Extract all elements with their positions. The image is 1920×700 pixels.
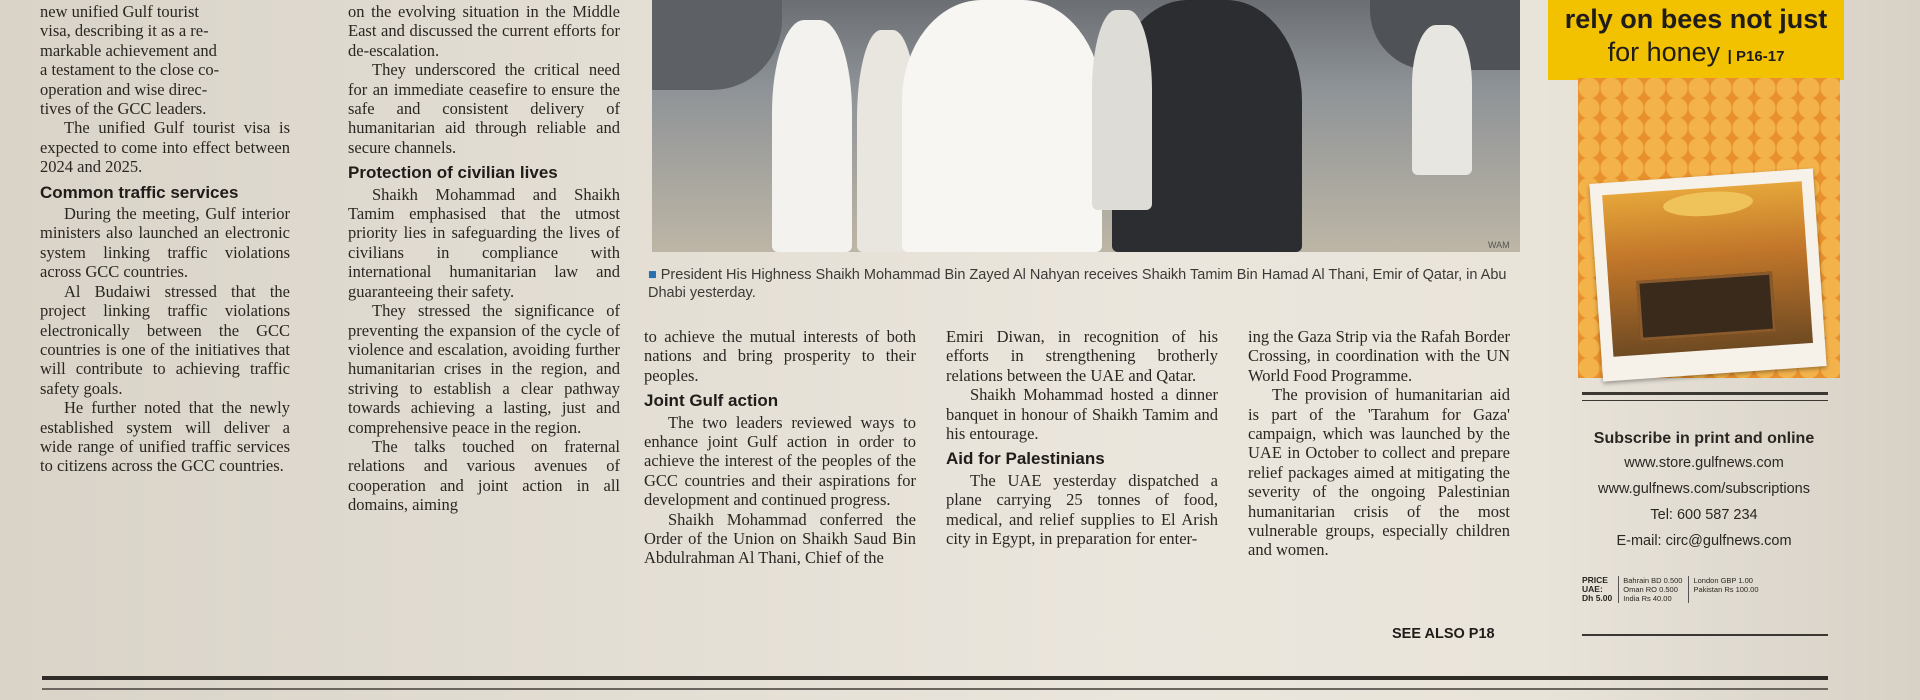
column-1-paragraph: He further noted that the newly established system will deliver a wide range of unified traffic services to citizens across the GCC countries. (40, 398, 290, 476)
column-5-paragraph: The provision of humanitarian aid is part of the 'Tarahum for Gaza' campaign, which was launched by the UAE in October to collect and prepare relief packages aimed at mitigating the severity of the ongoing Palestinian humanitarian crisis of the most vulnerable groups, especially children and women. (1248, 385, 1510, 560)
honey-frame-shape (1636, 272, 1776, 341)
price-entry: India Rs 40.00 (1623, 594, 1672, 603)
price-entry: Bahrain BD 0.500 (1623, 576, 1683, 585)
column-5-paragraph: ing the Gaza Strip via the Rafah Border Crossing, in coordination with the UN World Food Programme. (1248, 327, 1510, 385)
divider-line (1582, 392, 1828, 395)
column-1-intro-line-5: operation and wise direc- (40, 79, 208, 99)
price-uae-label: UAE: (1582, 584, 1603, 594)
price-uae-value: Dh 5.00 (1582, 593, 1613, 603)
column-1-intro-line-3: markable achievement and (40, 40, 217, 60)
person-figure (1092, 10, 1152, 210)
price-intl (1688, 576, 1758, 603)
aircraft-engine-shape (652, 0, 782, 90)
column-3-paragraph: The two leaders reviewed ways to enhance joint Gulf action in order to achieve the interest of the peoples of the GCC countries and their aspirations for development and continued progress. (644, 412, 916, 510)
column-2-paragraph: They stressed the significance of preventing the expansion of the cycle of violence and escalation, avoiding further humanitarian crises in the region, and striving to establish a clear pathway towards achieving a lasting, just and comprehensive peace in the region. (348, 301, 620, 437)
price-entry: Pakistan Rs 100.00 (1693, 585, 1759, 594)
column-4-paragraph: Shaikh Mohammad hosted a dinner banquet in honour of Shaikh Tamim and his entourage. (946, 385, 1218, 444)
column-1-paragraph: Al Budaiwi stressed that the project linking traffic violations electronically between the GCC countries is one of the initiatives that will contribute to achieving traffic safety goals. (40, 281, 290, 398)
person-figure (772, 20, 852, 252)
column-2-paragraph: on the evolving situation in the Middle East and discussed the current efforts for de-escalation. (348, 2, 620, 60)
column-1-paragraph: The unified Gulf tourist visa is expected to come into effect between 2024 and 2025. (40, 118, 290, 177)
photo-caption (648, 266, 1508, 302)
column-3-paragraph: to achieve the mutual interests of both nations and bring prosperity to their peoples. (644, 327, 916, 385)
promo-headline-text: for honey (1607, 37, 1721, 67)
subheading-protection-civilians: Protection of civilian lives (348, 163, 558, 183)
person-figure (1412, 25, 1472, 175)
price-entry: London GBP 1.00 (1693, 576, 1753, 585)
column-1-intro-line-1: new unified Gulf tourist (40, 2, 200, 21)
divider-line (1582, 634, 1828, 636)
photo-credit: WAM (1488, 240, 1510, 250)
article-column-3 (644, 327, 916, 568)
subscribe-store-link: www.store.gulfnews.com (1624, 455, 1784, 471)
news-photo (652, 0, 1520, 252)
column-2-paragraph: Shaikh Mohammad and Shaikh Tamim emphasised that the utmost priority lies in safeguarding the lives of civilians in compliance with international humanitarian law and guaranteeing their safety. (348, 184, 620, 301)
column-1-intro-line-6: tives of the GCC leaders. (40, 99, 207, 119)
page-bottom-rule-thin (42, 688, 1828, 690)
column-1-intro-line-2: visa, describing it as a re- (40, 21, 209, 41)
column-3-paragraph: Shaikh Mohammad conferred the Order of the Union on Shaikh Saud Bin Abdulrahman Al Thani, Chief of the (644, 509, 916, 568)
promo-page-ref: | P16-17 (1727, 48, 1785, 65)
subscribe-telephone: Tel: 600 587 234 (1650, 507, 1758, 523)
promo-headline-line-2 (1548, 36, 1844, 73)
price-gulf (1618, 576, 1682, 603)
column-4-paragraph: Emiri Diwan, in recognition of his efforts in strengthening brotherly relations between the UAE and Qatar. (946, 327, 1218, 385)
page-bottom-rule (42, 676, 1828, 680)
price-uae (1582, 576, 1612, 603)
person-figure (902, 0, 1102, 252)
subheading-aid-palestinians: Aid for Palestinians (946, 449, 1105, 469)
article-column-4 (946, 327, 1218, 548)
subheading-joint-gulf: Joint Gulf action (644, 391, 779, 411)
promo-headline-line-1: rely on bees not just (1564, 4, 1828, 34)
bees-promo-banner (1548, 0, 1844, 80)
subscribe-online-link: www.gulfnews.com/subscriptions (1598, 481, 1810, 497)
subscribe-heading: Subscribe in print and online (1593, 430, 1815, 447)
caption-text: President His Highness Shaikh Mohammad Bin Zayed Al Nahyan receives Shaikh Tamim Bin Hamad Al Thani, Emir of Qatar, in Abu Dhabi yesterday. (648, 267, 1507, 301)
price-entry: Oman RO 0.500 (1623, 585, 1678, 594)
article-column-2 (348, 2, 620, 515)
subscribe-box (1580, 428, 1828, 554)
column-4-paragraph: The UAE yesterday dispatched a plane carrying 25 tonnes of food, medical, and relief supplies to El Arish city in Egypt, in preparation for enter- (946, 470, 1218, 549)
subscribe-email: E-mail: circ@gulfnews.com (1616, 533, 1792, 549)
price-label: PRICE (1582, 575, 1608, 585)
divider-line (1582, 400, 1828, 401)
column-2-paragraph: They underscored the critical need for an immediate ceasefire to ensure the safe and consistent delivery of humanitarian aid through reliable and secure channels. (348, 60, 620, 157)
beekeeper-photo (1589, 168, 1826, 381)
column-2-paragraph: The talks touched on fraternal relations and various avenues of cooperation and joint action in all domains, aiming (348, 436, 620, 515)
article-column-1 (40, 2, 290, 476)
article-column-5 (1248, 327, 1510, 560)
see-also-reference: SEE ALSO P18 (1392, 626, 1495, 642)
column-1-intro-line-4: a testament to the close co- (40, 60, 220, 80)
price-box (1582, 576, 1828, 603)
subheading-common-traffic: Common traffic services (40, 182, 239, 202)
caption-marker-icon: ■ (648, 267, 657, 283)
column-1-paragraph: During the meeting, Gulf interior ministers also launched an electronic system linking traffic violations across GCC countries. (40, 204, 290, 282)
